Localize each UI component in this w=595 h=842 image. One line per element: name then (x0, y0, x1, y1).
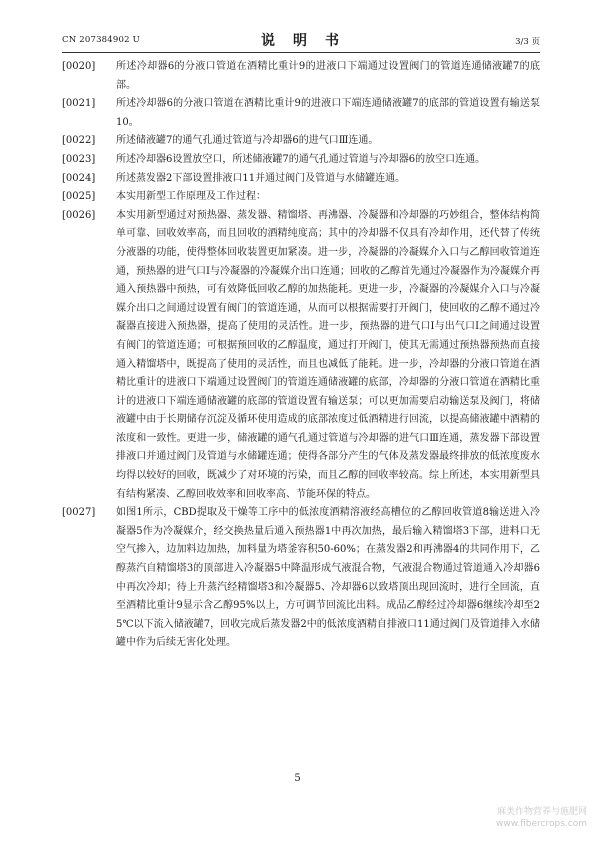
paragraph-number: [0024] (62, 172, 96, 184)
paragraph-number: [0020] (62, 61, 96, 72)
paragraph-0025 (62, 188, 540, 207)
header-rule (62, 52, 540, 53)
paragraph-number: [0021] (62, 98, 96, 110)
paragraph-number: [0026] (62, 209, 96, 221)
watermark (496, 806, 587, 830)
paragraph-text: 本实用新型通过对预热器、蒸发器、精馏塔、再沸器、冷凝器和冷却器的巧妙组合，整体结构简单可靠、回收效率高，而且回收的酒精纯度高；其中的冷却器不仅具有冷却作用，还代替了传统分液器的功能，使得整体回收装置更加紧凑。进一步，冷凝器的冷凝媒介入口与乙醇回收管道连通，预热器的进气口Ⅰ与冷凝器的冷凝媒介出口连通；回收的乙醇首先通过冷凝器作为冷凝媒介再通入预热器中预热，可有效降低回收乙醇的加热能耗。更进一步，冷凝器的冷凝媒介入口与冷凝媒介出口之间通过设置有阀门的管道连通，从而可以根据需要打开阀门，使回收的乙醇不通过冷凝器直接进入预热器，提高了使用的灵活性。进一步，预热器的进气口Ⅰ与出气口Ⅰ之间通过设置有阀门的管道连通；可根据预回收的乙醇温度，通过打开阀门，使其无需通过预热器预热而直接通入精馏塔中，既提高了使用的灵活性，而且也减低了能耗。进一步，冷却器的分液口管道在酒精比重计的进液口下端通过设置阀门的管道连通储液罐的底部，冷却器的分液口管道在酒精比重计的进液口下端连通储液罐的底部的管道设置有输送泵；可以更加需要启动输送泵及阀门，将储液罐中由于长期储存沉淀及循环使用造成的底部浓度过低酒精进行回流，以提高储液罐中酒精的浓度和一致性。更进一步，储液罐的通气孔通过管道与冷却器的进气口Ⅲ连通，蒸发器下部设置排液口并通过阀门及管道与水储罐连通；使得各部分产生的气体及蒸发器最终排放的低浓度废水均得以较好的回收，既减少了对环境的污染，而且乙醇的回收率较高。综上所述，本实用新型具有结构紧凑、乙醇回收效率和回收率高、节能环保的特点。 (116, 209, 540, 500)
paragraph-0024 (62, 170, 540, 189)
patent-number: CN 207384902 U (62, 35, 140, 45)
paragraph-text: 所述冷却器6设置放空口，所述储液罐7的通气孔通过管道与冷却器6的放空口连通。 (116, 153, 486, 165)
paragraph-text: 本实用新型工作原理及工作过程： (116, 191, 266, 203)
paragraph-number: [0027] (62, 507, 96, 519)
document-body (62, 58, 540, 653)
page-header (62, 30, 540, 52)
paragraph-number: [0022] (62, 135, 96, 147)
paragraph-text: 所述冷却器6的分液口管道在酒精比重计9的进液口下端连通储液罐7的底部的管道设置有输送泵10。 (116, 98, 540, 128)
watermark-site-name: 麻类作物营养与施肥网 (496, 807, 587, 817)
paragraph-0026 (62, 207, 540, 505)
paragraph-0027 (62, 504, 540, 653)
paragraph-0023 (62, 151, 540, 170)
paragraph-0022 (62, 132, 540, 151)
paragraph-text: 如图1所示，CBD提取及干燥等工序中的低浓度酒精溶液经高槽位的乙醇回收管道8输送进入冷凝器5作为冷凝媒介，经交换热量后通入预热器1中再次加热，最后输入精馏塔3下部，进料口无空气掺入，边加料边加热，加料量为塔釜容积50-60%；在蒸发器2和再沸器4的共同作用下，乙醇蒸汽自精馏塔3的顶部进入冷凝器5中降温形成气液混合物，气液混合物通过管道通入冷却器6中再次冷却；待上升蒸汽经精馏塔3和冷凝器5、冷却器6以致塔顶出现回流时，进行全回流，直至酒精比重计9显示含乙醇95%以上，方可调节回流比出料。成品乙醇经过冷却器6继续冷却至25℃以下流入储液罐7，回收完成后蒸发器2中的低浓度酒精自排液口11通过阀门及管道排入水储罐中作为后续无害化处理。 (116, 507, 540, 649)
paragraph-text: 所述冷却器6的分液口管道在酒精比重计9的进液口下端通过设置阀门的管道连通储液罐7的底部。 (116, 61, 540, 91)
paragraph-0021 (62, 95, 540, 132)
page-indicator: 3/3 页 (515, 37, 540, 47)
paragraph-0020 (62, 58, 540, 95)
page-number: 5 (294, 773, 301, 784)
paragraph-text: 所述储液罐7的通气孔通过管道与冷却器6的进气口Ⅲ连通。 (116, 135, 379, 147)
paragraph-text: 所述蒸发器2下部设置排液口11并通过阀门及管道与水储罐连通。 (116, 172, 406, 184)
paragraph-number: [0023] (62, 153, 96, 165)
paragraph-number: [0025] (62, 191, 96, 203)
document-title: 说 明 书 (261, 33, 341, 49)
watermark-url: www.fibercrops.com (496, 819, 587, 829)
